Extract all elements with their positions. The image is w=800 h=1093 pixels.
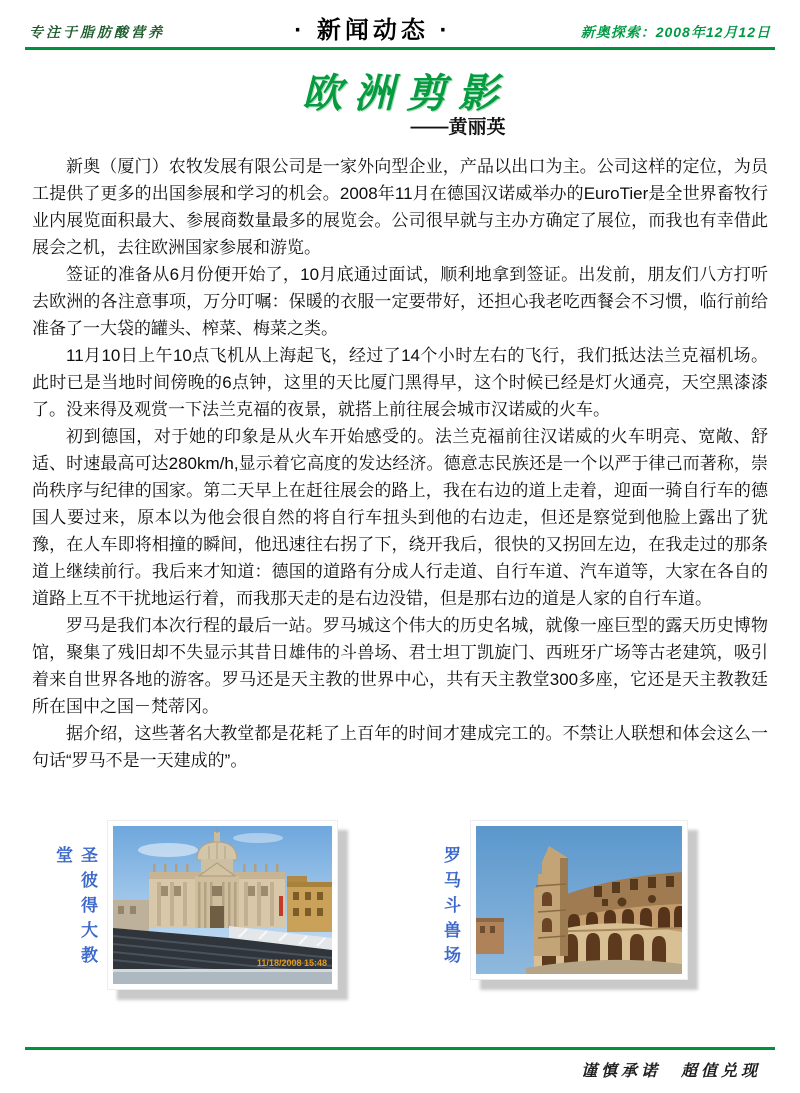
article-title: 欧洲剪影 — [302, 72, 510, 116]
paragraph: 初到德国，对于她的印象是从火车开始感受的。法兰克福前往汉诺威的火车明亮、宽敞、舒适、时速最高可达280km/h,显示着它高度的发达经济。德意志民族还是一个以严于律己而著称，崇尚秩序与纪律的国家。第二天早上在赶往展会的路上，我在右边的道上走着，迎面一骑自行车的德国人要过来，原本以为他会很自然的将自行车扭头到他的右边走，但还是察觉到他脸上露出了犹豫，在人车即将相撞的瞬间，他迅速往右拐了下，绕开我后，很快的又拐回左边，在我走过的那条道上继续前行。我后来才知道：德国的道路有分成人行走道、自行车道、汽车道等，大家在各自的道路上互不干扰地运行着，而我那天走的是右边没错，但是那右边的道是人家的自行车道。 — [32, 426, 768, 608]
paragraph: 签证的准备从6月份便开始了，10月底通过面试，顺利地拿到签证。出发前，朋友们八方打听去欧洲的各注意事项，万分叮嘱：保暖的衣服一定要带好，还担心我老吃西餐会不习惯，临行前给准备了一大袋的罐头、榨菜、梅菜之类。 — [32, 264, 768, 338]
left-photo-group — [50, 820, 438, 990]
right-photo-caption: 罗马斗兽场 — [441, 845, 460, 971]
paragraph: 罗马是我们本次行程的最后一站。罗马城这个伟大的历史名城，就像一座巨型的露天历史博物馆，聚集了残旧却不失显示其昔日雄伟的斗兽场、君士坦丁凯旋门、西班牙广场等古老建筑，吸引着来自世界各地的游客。罗马还是天主教的世界中心，共有天主教堂300多座，它还是天主教教廷所在国中之国－梵蒂冈。 — [32, 615, 768, 716]
page-header — [25, 0, 775, 50]
article-author: ——黄丽英 — [410, 117, 506, 138]
article-body — [32, 153, 768, 774]
photo-section — [50, 820, 712, 990]
colosseum-photo-illustration — [476, 826, 682, 974]
paragraph: 11月10日上午10点飞机从上海起飞，经过了14个小时左右的飞行，我们抵达法兰克福机场。此时已是当地时间傍晚的6点钟，这里的天比厦门黑得早，这个时候已经是灯火通亮，天空黑漆漆了。没来得及观赏一下法兰克福的夜景，就搭上前往展会城市汉诺威的火车。 — [32, 345, 768, 419]
paragraph: 据介绍，这些著名大教堂都是花耗了上百年的时间才建成完工的。不禁让人联想和体会这么一句话“罗马不是一天建成的”。 — [32, 723, 768, 770]
right-photo-card — [470, 820, 688, 980]
footer-slogan: 谨慎承诺 超值兑现 — [580, 1063, 761, 1080]
header-left-slogan: 专注于脂肪酸营养 — [29, 24, 165, 40]
left-photo-card — [107, 820, 338, 990]
header-date: 新奥探索：2008年12月12日 — [580, 24, 771, 40]
newsletter-title: · 新闻动态 · — [294, 17, 452, 44]
page-footer — [25, 1047, 775, 1081]
right-photo-group — [438, 820, 788, 990]
st-peters-basilica-photo-illustration — [113, 826, 332, 984]
photo-timestamp: 11/18/2008 15:48 — [256, 957, 327, 968]
left-photo-caption: 圣彼得大教堂 — [53, 845, 97, 971]
paragraph: 新奥（厦门）农牧发展有限公司是一家外向型企业，产品以出口为主。公司这样的定位，为员工提供了更多的出国参展和学习的机会。2008年11月在德国汉诺威举办的EuroTier是全世界畜牧行业内展览面积最大、参展商数量最多的展览会。公司很早就与主办方确定了展位，而我也有幸借此展会之机，去往欧洲国家参展和游览。 — [32, 156, 768, 257]
article-title-block — [0, 72, 800, 139]
